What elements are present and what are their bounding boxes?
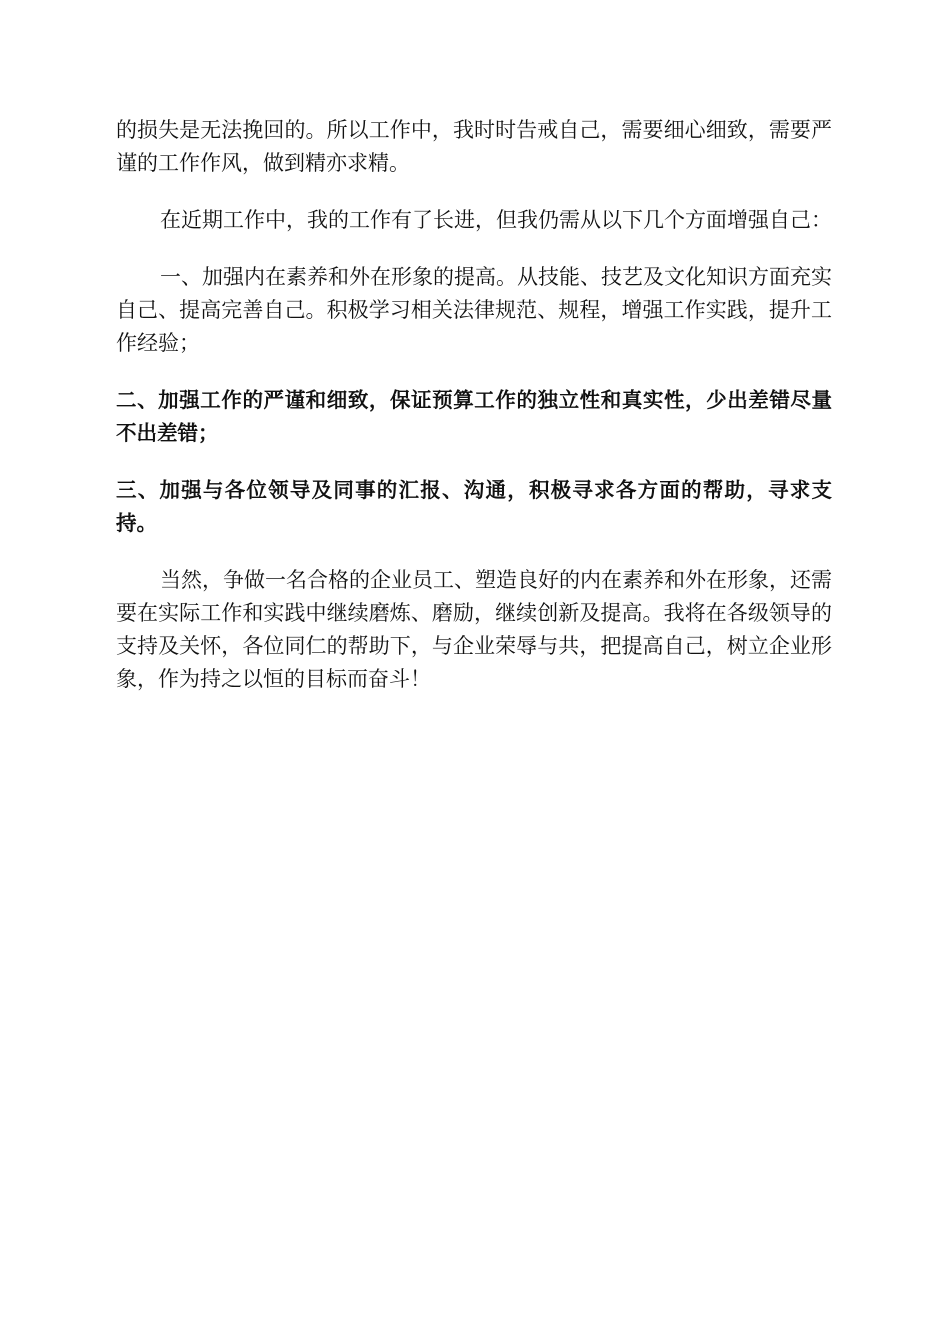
- paragraph-improvement-intro: 在近期工作中，我的工作有了长进，但我仍需从以下几个方面增强自己：: [160, 208, 832, 232]
- document-body: [116, 114, 832, 720]
- paragraph-continuation: 的损失是无法挽回的。所以工作中，我时时告戒自己，需要细心细致，需要严谨的工作作风，做到精亦求精。: [116, 118, 832, 175]
- paragraph-point-three: 三、加强与各位领导及同事的汇报、沟通，积极寻求各方面的帮助，寻求支持。: [116, 478, 832, 535]
- paragraph-conclusion: 当然，争做一名合格的企业员工、塑造良好的内在素养和外在形象，还需要在实际工作和实践中继续磨炼、磨励，继续创新及提高。我将在各级领导的支持及关怀，各位同仁的帮助下，与企业荣辱与共，把提高自己，树立企业形象，作为持之以恒的目标而奋斗！: [116, 568, 832, 691]
- paragraph-point-one: 一、加强内在素养和外在形象的提高。从技能、技艺及文化知识方面充实自己、提高完善自己。积极学习相关法律规范、规程，增强工作实践，提升工作经验；: [116, 265, 832, 355]
- paragraph-point-two: 二、加强工作的严谨和细致，保证预算工作的独立性和真实性，少出差错尽量不出差错；: [116, 388, 832, 445]
